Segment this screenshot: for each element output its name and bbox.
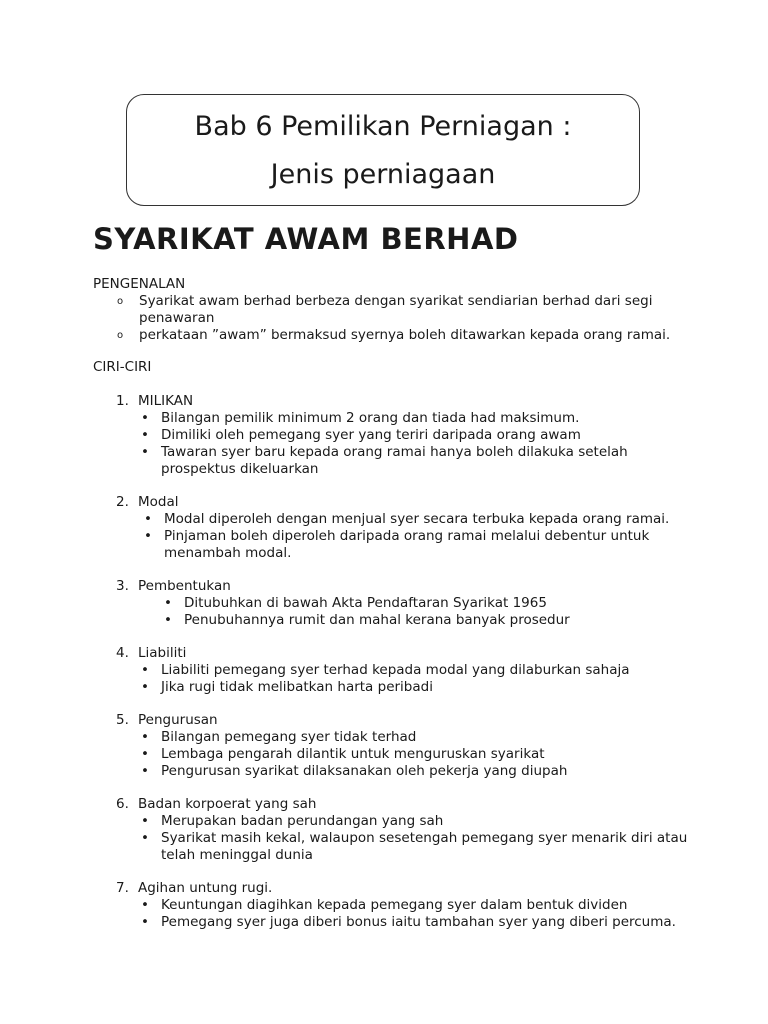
section-3: [93, 578, 693, 629]
section-7: [93, 880, 693, 931]
section-title: 5. Pengurusan: [116, 712, 218, 728]
title-box: [126, 94, 640, 206]
bullet-list: [138, 410, 693, 478]
bullet-list: [141, 511, 693, 562]
intro-heading: PENGENALAN: [93, 276, 186, 292]
section-title: 1. MILIKAN: [116, 393, 194, 409]
section-2: [93, 494, 693, 562]
bullet-list: [138, 813, 693, 864]
list-item: • Dimiliki oleh pemegang syer yang teriri daripada orang awam: [141, 427, 581, 443]
bullet-icon: •: [141, 830, 149, 846]
list-item: • Lembaga pengarah dilantik untuk menguruskan syarikat: [141, 746, 545, 762]
list-item: • Liabiliti pemegang syer terhad kepada modal yang dilaburkan sahaja: [141, 662, 630, 678]
bullet-icon: •: [141, 427, 149, 443]
bullet-icon: •: [141, 897, 149, 913]
list-item: • Jika rugi tidak melibatkan harta peribadi: [141, 679, 433, 695]
intro-list: [93, 293, 693, 344]
section-4: [93, 645, 693, 696]
document-content: [93, 276, 693, 947]
bullet-icon: •: [144, 511, 152, 527]
list-item: • Bilangan pemilik minimum 2 orang dan tiada had maksimum.: [141, 410, 580, 426]
section-5: [93, 712, 693, 780]
bullet-icon: •: [141, 763, 149, 779]
bullet-icon: •: [141, 914, 149, 930]
bullet-list: [138, 662, 693, 696]
bullet-icon: •: [141, 410, 149, 426]
bullet-icon: •: [141, 679, 149, 695]
list-item: • Modal diperoleh dengan menjual syer secara terbuka kepada orang ramai.: [144, 511, 670, 527]
bullet-icon: •: [141, 746, 149, 762]
list-item: • Pengurusan syarikat dilaksanakan oleh pekerja yang diupah: [141, 763, 568, 779]
bullet-icon: •: [141, 444, 149, 460]
circle-bullet-icon: o: [117, 330, 124, 341]
ciri-heading: CIRI-CIRI: [93, 359, 152, 375]
section-title: 7. Agihan untung rugi.: [116, 880, 273, 896]
section-title: 6. Badan korpoerat yang sah: [116, 796, 317, 812]
bullet-icon: •: [144, 528, 152, 544]
main-heading: SYARIKAT AWAM BERHAD: [93, 222, 519, 256]
bullet-icon: •: [164, 612, 172, 628]
circle-bullet-icon: o: [117, 296, 124, 307]
list-item: • Keuntungan diagihkan kepada pemegang syer dalam bentuk dividen: [141, 897, 628, 913]
bullet-list: [161, 595, 693, 629]
section-6: [93, 796, 693, 864]
bullet-icon: •: [141, 662, 149, 678]
list-item: • Bilangan pemegang syer tidak terhad: [141, 729, 417, 745]
list-item: • Pinjaman boleh diperoleh daripada orang ramai melalui debentur untuk menambah modal.: [144, 528, 650, 561]
title-line-2: Jenis perniagaan: [270, 159, 496, 190]
bullet-icon: •: [141, 729, 149, 745]
section-title: 3. Pembentukan: [116, 578, 231, 594]
list-item: o Syarikat awam berhad berbeza dengan syarikat sendiarian berhad dari segi penawaran: [117, 293, 653, 326]
list-item: o perkataan ”awam” bermaksud syernya boleh ditawarkan kepada orang ramai.: [117, 327, 671, 343]
list-item: • Merupakan badan perundangan yang sah: [141, 813, 444, 829]
bullet-list: [138, 729, 693, 780]
section-1: [93, 393, 693, 478]
section-title: 4. Liabiliti: [116, 645, 187, 661]
list-item: • Syarikat masih kekal, walaupon sesetengah pemegang syer menarik diri atau telah meninggal dunia: [141, 830, 688, 863]
bullet-icon: •: [141, 813, 149, 829]
section-title: 2. Modal: [116, 494, 179, 510]
list-item: • Penubuhannya rumit dan mahal kerana banyak prosedur: [164, 612, 570, 628]
list-item: • Pemegang syer juga diberi bonus iaitu tambahan syer yang diberi percuma.: [141, 914, 676, 930]
title-line-1: Bab 6 Pemilikan Perniagan :: [194, 111, 572, 142]
bullet-list: [138, 897, 693, 931]
list-item: • Ditubuhkan di bawah Akta Pendaftaran Syarikat 1965: [164, 595, 547, 611]
bullet-icon: •: [164, 595, 172, 611]
list-item: • Tawaran syer baru kepada orang ramai hanya boleh dilakuka setelah prospektus dikeluarkan: [141, 444, 628, 477]
